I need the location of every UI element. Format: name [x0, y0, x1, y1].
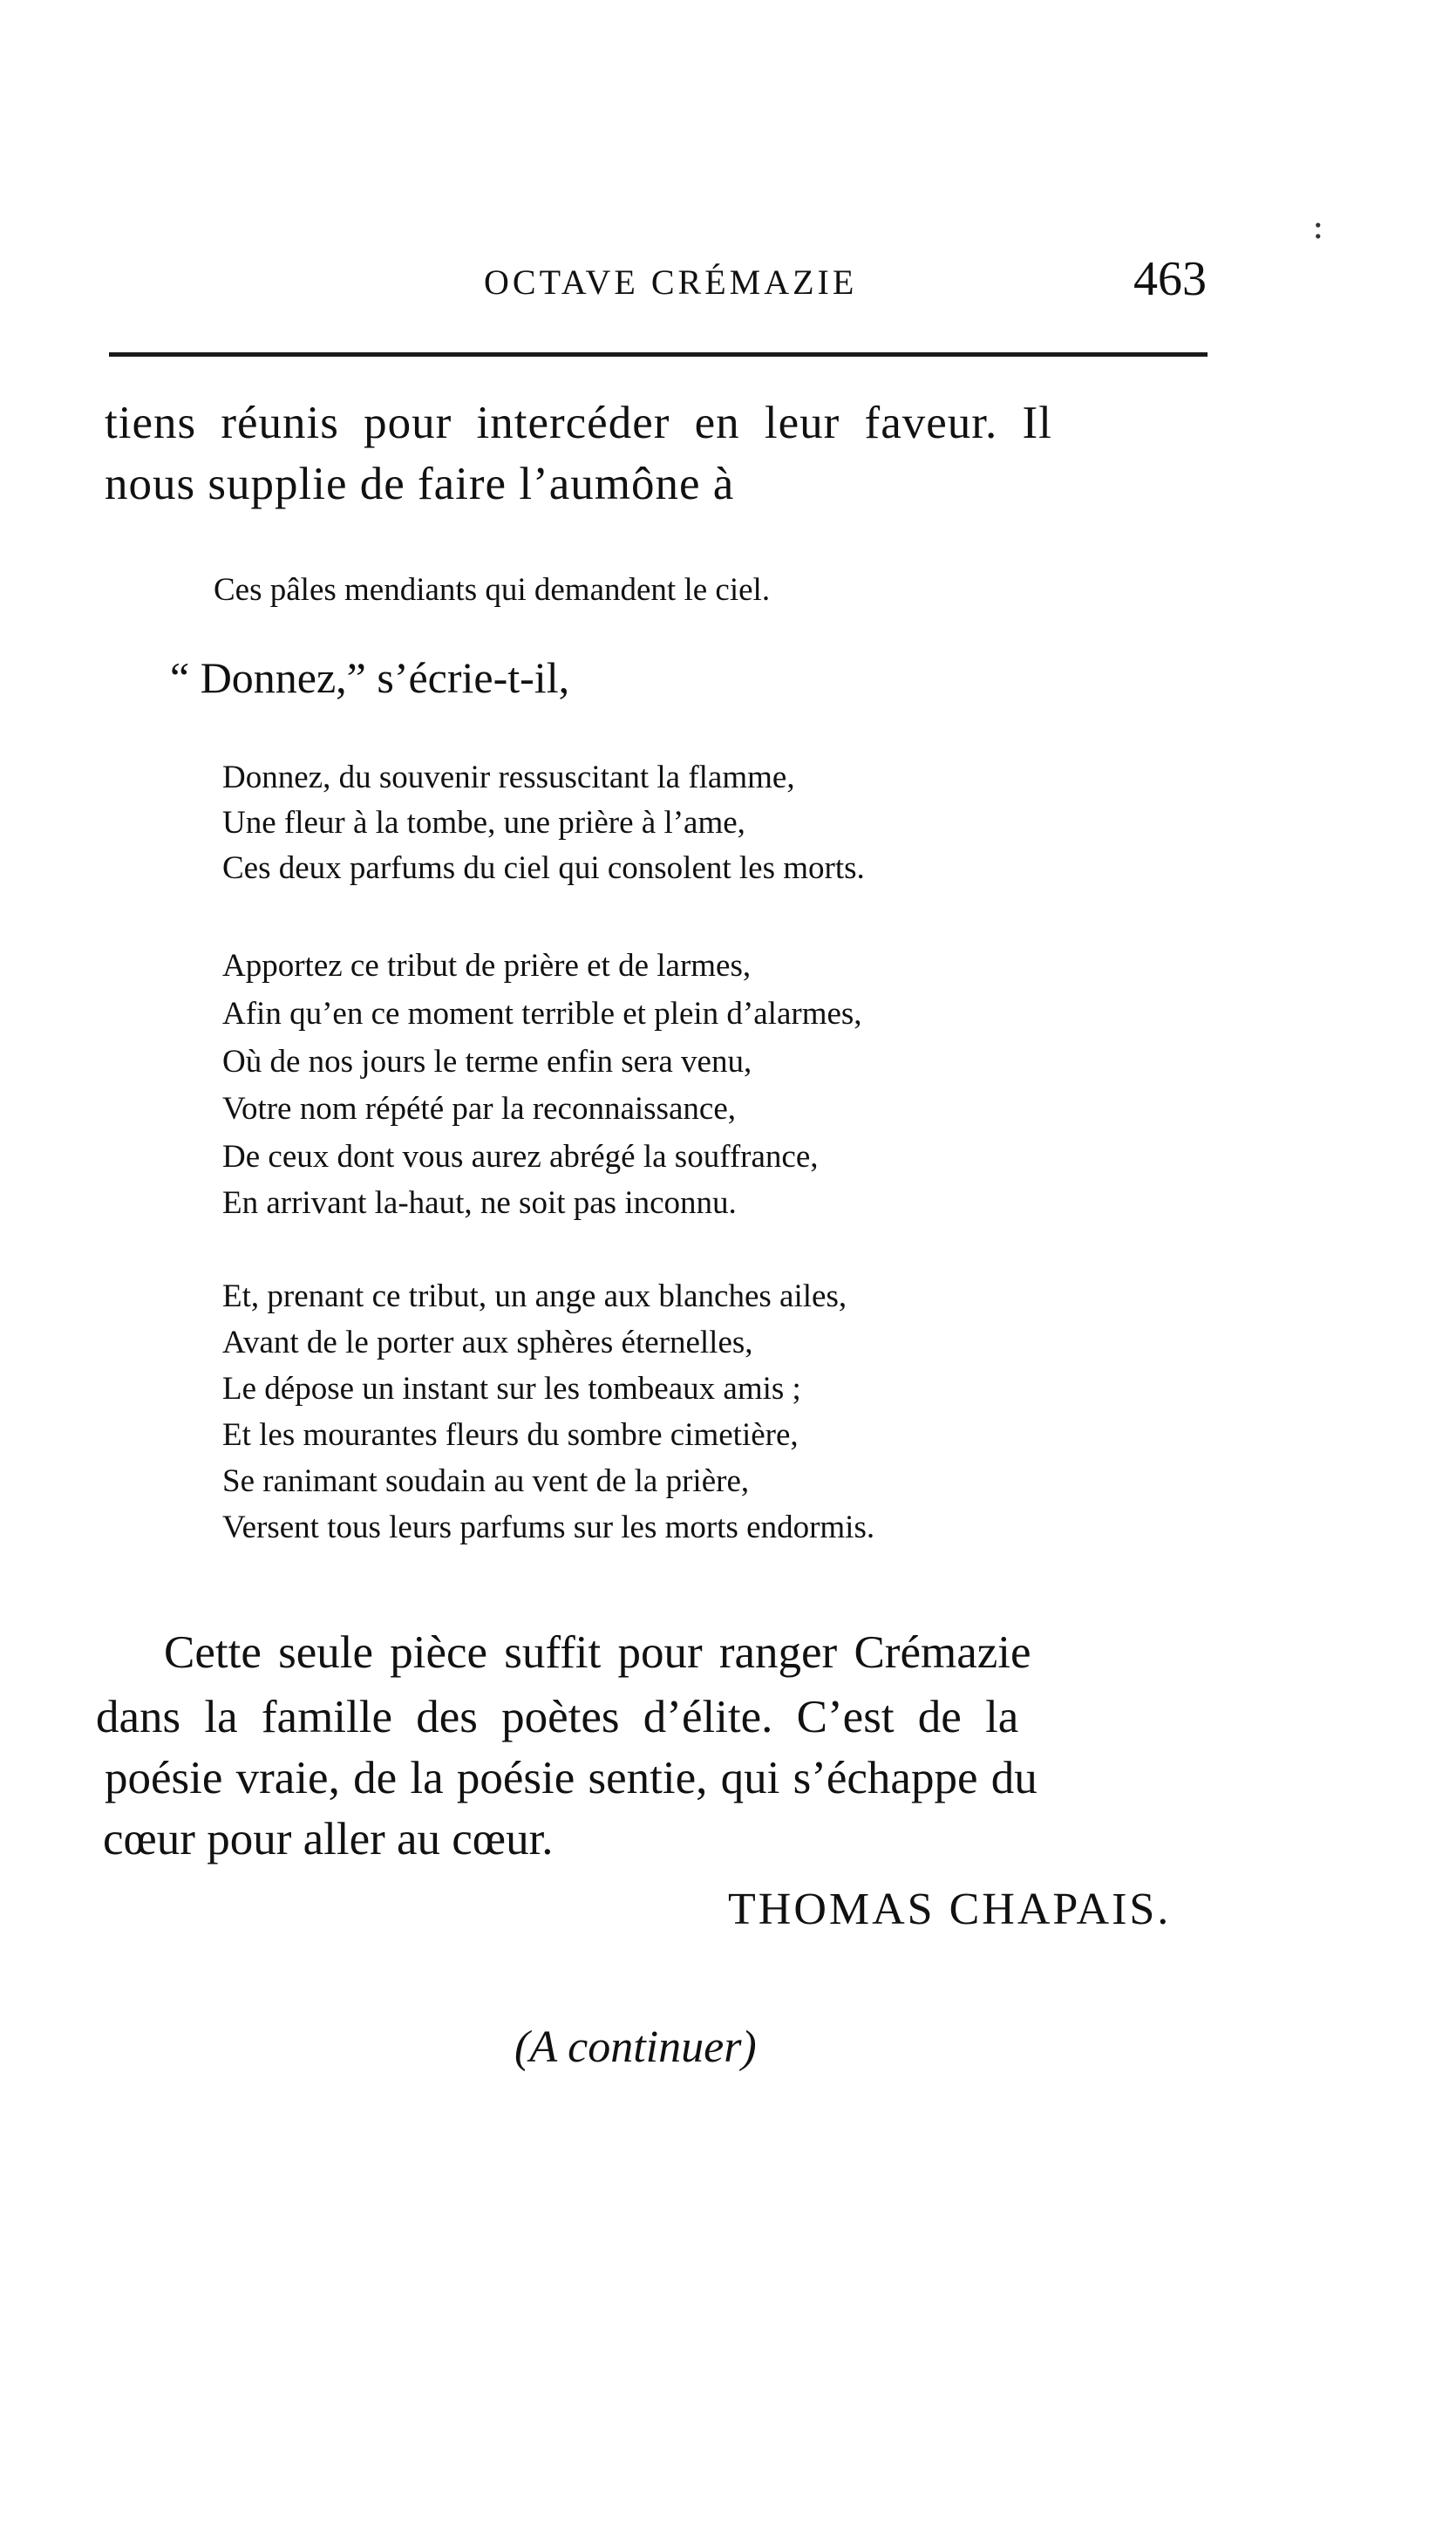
poem-line: Avant de le porter aux sphères éternelles, — [222, 1325, 753, 1360]
prose-line: Cette seule pièce suffit pour ranger Crémazie — [164, 1627, 1031, 1678]
poem-line: Et, prenant ce tribut, un ange aux blanches ailes, — [222, 1278, 847, 1314]
running-head: OCTAVE CRÉMAZIE — [484, 262, 858, 302]
verse-intro: Ces pâles mendiants qui demandent le ciel. — [214, 572, 771, 608]
continuation-note: (A continuer) — [514, 2022, 757, 2072]
prose-line: cœur pour aller au cœur. — [103, 1814, 554, 1864]
poem-line: Votre nom répété par la reconnaissance, — [222, 1091, 737, 1127]
page-number: 463 — [1133, 252, 1207, 306]
poem-line: Où de nos jours le terme enfin sera venu, — [222, 1044, 752, 1080]
quote-line: “ Donnez,” s’écrie-t-il, — [170, 653, 570, 702]
prose-line: poésie vraie, de la poésie sentie, qui s’échappe du — [105, 1753, 1038, 1803]
margin-mark: : — [1312, 207, 1324, 247]
header-rule — [109, 352, 1208, 357]
poem-line: Donnez, du souvenir ressuscitant la flamme, — [222, 760, 795, 795]
poem-line: De ceux dont vous aurez abrégé la souffrance, — [222, 1139, 819, 1175]
prose-line: tiens réunis pour intercéder en leur faveur. Il — [105, 398, 1052, 448]
poem-line: Versent tous leurs parfums sur les morts endormis. — [222, 1510, 875, 1545]
poem-line: Une fleur à la tombe, une prière à l’ame, — [222, 805, 745, 841]
prose-line: dans la famille des poètes d’élite. C’est de la — [96, 1692, 1019, 1742]
poem-line: Le dépose un instant sur les tombeaux amis ; — [222, 1371, 801, 1407]
poem-line: Se ranimant soudain au vent de la prière, — [222, 1463, 750, 1499]
poem-line: Afin qu’en ce moment terrible et plein d’alarmes, — [222, 996, 862, 1032]
poem-line: Ces deux parfums du ciel qui consolent les morts. — [222, 850, 865, 886]
poem-line: Et les mourantes fleurs du sombre cimetière, — [222, 1417, 799, 1453]
author-signature: THOMAS CHAPAIS. — [728, 1885, 1172, 1934]
prose-line: nous supplie de faire l’aumône à — [105, 459, 735, 509]
poem-line: Apportez ce tribut de prière et de larmes, — [222, 948, 752, 984]
poem-line: En arrivant la-haut, ne soit pas inconnu. — [222, 1185, 737, 1221]
